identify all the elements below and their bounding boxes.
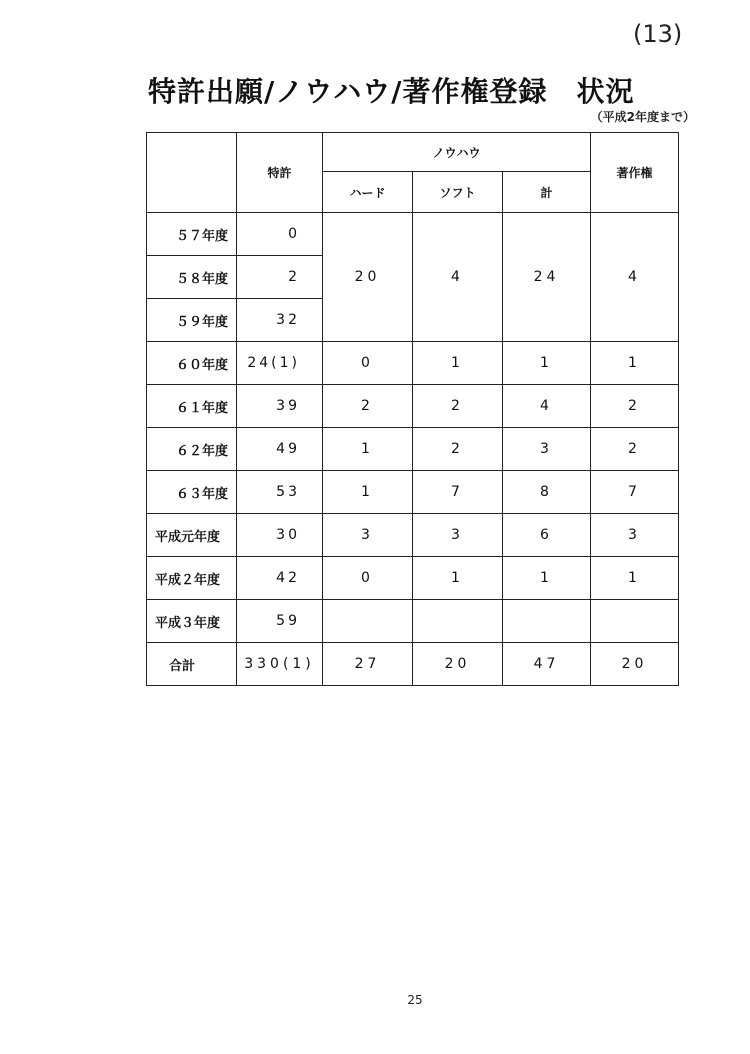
- hard-cell: 20: [323, 213, 413, 342]
- total-soft: 20: [413, 643, 503, 686]
- total-copyright: 20: [591, 643, 679, 686]
- total-row: [147, 643, 679, 686]
- total-patent: 330(1): [237, 643, 323, 686]
- table-row: [147, 342, 679, 385]
- table-row: [147, 471, 679, 514]
- year-cell: 平成３年度: [147, 600, 237, 643]
- year-cell: 平成元年度: [147, 514, 237, 557]
- subtotal-cell: 1: [503, 342, 591, 385]
- page-mark: (13): [633, 20, 683, 48]
- subtotal-cell: 4: [503, 385, 591, 428]
- hard-cell: 1: [323, 428, 413, 471]
- header-subtotal: 計: [503, 172, 591, 213]
- header-patent: 特許: [237, 133, 323, 213]
- subtotal-cell: 1: [503, 557, 591, 600]
- soft-cell: [413, 600, 503, 643]
- hard-cell: 2: [323, 385, 413, 428]
- document-title: 特許出願/ノウハウ/著作権登録 状況: [148, 75, 635, 108]
- copyright-cell: 2: [591, 385, 679, 428]
- patent-cell: 53: [237, 471, 323, 514]
- copyright-cell: 7: [591, 471, 679, 514]
- year-cell: ５７年度: [147, 213, 237, 256]
- corner-cell: [147, 133, 237, 213]
- soft-cell: 4: [413, 213, 503, 342]
- header-copyright: 著作権: [591, 133, 679, 213]
- hard-cell: 0: [323, 557, 413, 600]
- subtotal-cell: [503, 600, 591, 643]
- copyright-cell: 1: [591, 557, 679, 600]
- soft-cell: 1: [413, 557, 503, 600]
- table-row: [147, 213, 679, 256]
- copyright-cell: 4: [591, 213, 679, 342]
- patent-cell: 24(1): [237, 342, 323, 385]
- subtotal-cell: 24: [503, 213, 591, 342]
- copyright-cell: 1: [591, 342, 679, 385]
- year-cell: 平成２年度: [147, 557, 237, 600]
- table-row: [147, 385, 679, 428]
- table-row: [147, 600, 679, 643]
- copyright-cell: 3: [591, 514, 679, 557]
- table-row: [147, 514, 679, 557]
- hard-cell: 1: [323, 471, 413, 514]
- total-hard: 27: [323, 643, 413, 686]
- soft-cell: 2: [413, 428, 503, 471]
- patent-cell: 39: [237, 385, 323, 428]
- patent-cell: 32: [237, 299, 323, 342]
- header-knowhow: ノウハウ: [323, 133, 591, 172]
- year-cell: ６１年度: [147, 385, 237, 428]
- soft-cell: 1: [413, 342, 503, 385]
- copyright-cell: 2: [591, 428, 679, 471]
- patent-cell: 59: [237, 600, 323, 643]
- year-cell: ６３年度: [147, 471, 237, 514]
- soft-cell: 3: [413, 514, 503, 557]
- table-row: [147, 428, 679, 471]
- hard-cell: [323, 600, 413, 643]
- subtotal-cell: 3: [503, 428, 591, 471]
- soft-cell: 2: [413, 385, 503, 428]
- table-row: [147, 557, 679, 600]
- patent-cell: 42: [237, 557, 323, 600]
- patent-cell: 0: [237, 213, 323, 256]
- page-number: 25: [407, 993, 423, 1007]
- year-cell: ５８年度: [147, 256, 237, 299]
- subtotal-cell: 6: [503, 514, 591, 557]
- year-cell: ６０年度: [147, 342, 237, 385]
- total-subtotal: 47: [503, 643, 591, 686]
- header-soft: ソフト: [413, 172, 503, 213]
- patent-cell: 2: [237, 256, 323, 299]
- hard-cell: 0: [323, 342, 413, 385]
- header-row-1: [147, 133, 679, 172]
- document-subtitle: （平成2年度まで）: [590, 110, 695, 124]
- soft-cell: 7: [413, 471, 503, 514]
- patent-cell: 30: [237, 514, 323, 557]
- total-label: 合計: [147, 643, 237, 686]
- patent-cell: 49: [237, 428, 323, 471]
- subtotal-cell: 8: [503, 471, 591, 514]
- hard-cell: 3: [323, 514, 413, 557]
- year-cell: ５９年度: [147, 299, 237, 342]
- year-cell: ６２年度: [147, 428, 237, 471]
- header-hard: ハード: [323, 172, 413, 213]
- status-table: [146, 132, 679, 686]
- copyright-cell: [591, 600, 679, 643]
